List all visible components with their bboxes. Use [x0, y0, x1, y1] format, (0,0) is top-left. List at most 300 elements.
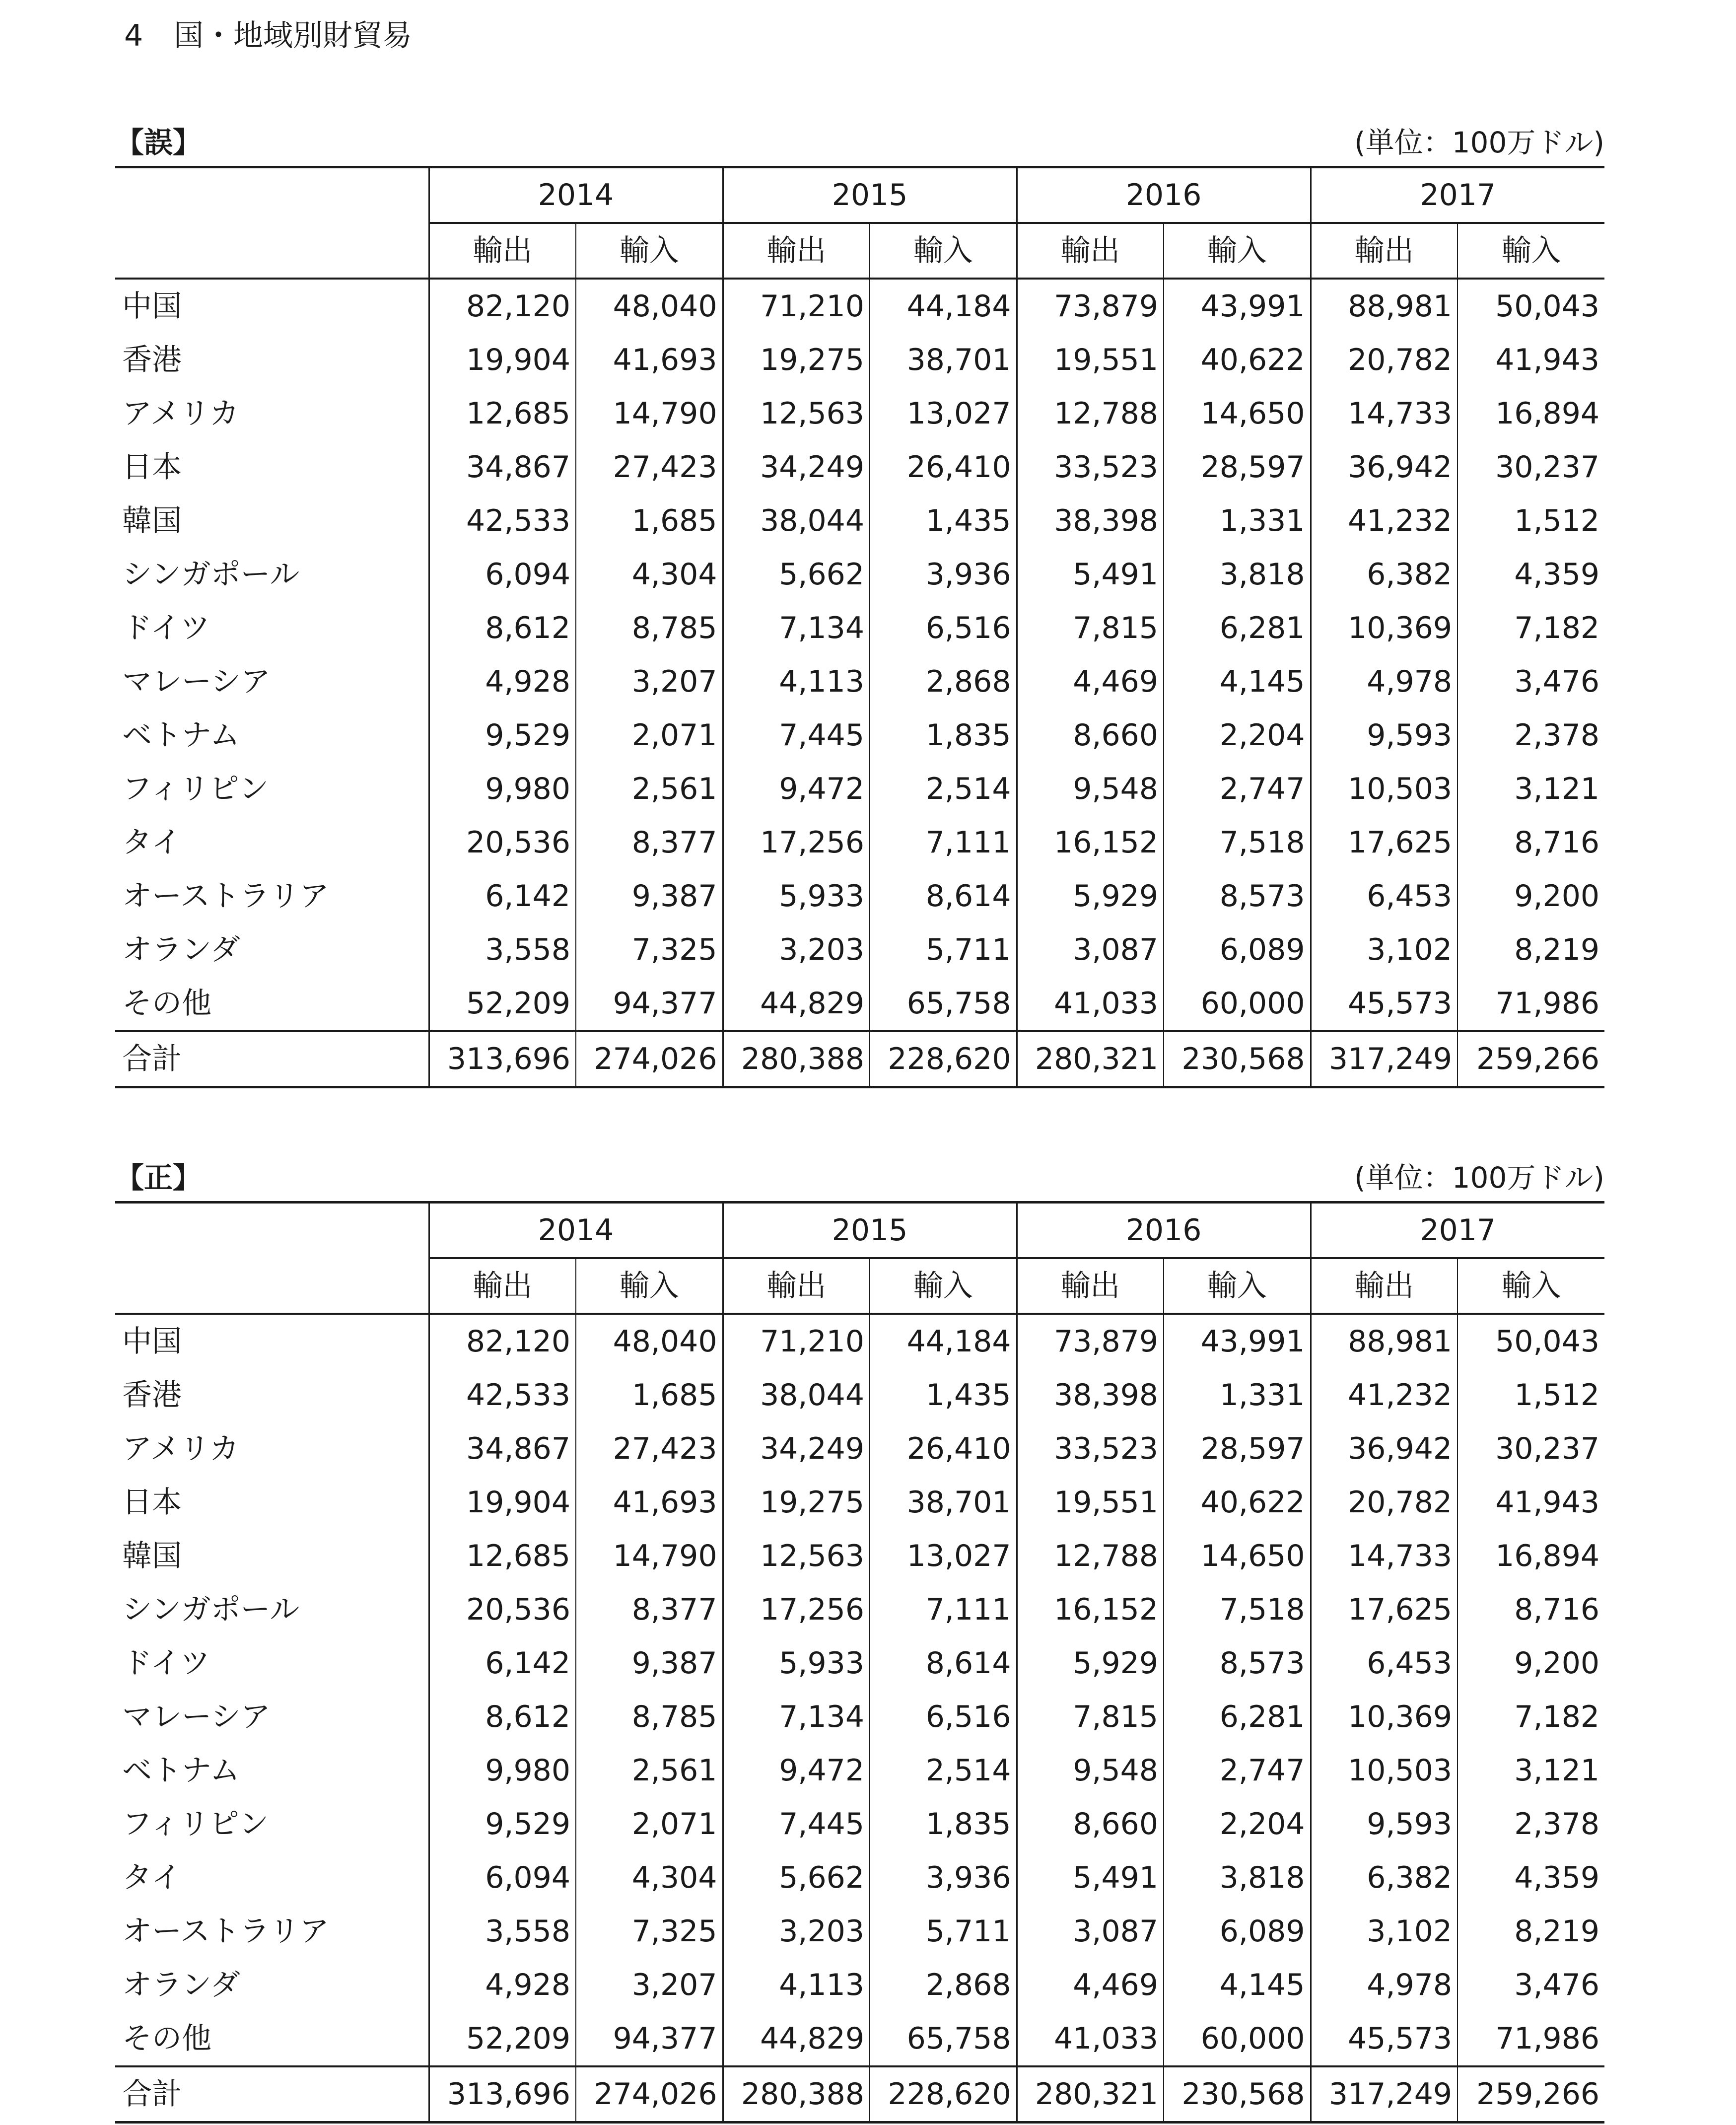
import-value: 7,182: [1458, 601, 1604, 655]
export-value: 17,256: [723, 1583, 870, 1636]
import-header: 輸入: [1164, 223, 1311, 279]
import-value: 7,111: [870, 816, 1017, 869]
export-value: 317,249: [1311, 1031, 1458, 1087]
export-value: 17,256: [723, 816, 870, 869]
export-value: 9,980: [429, 1744, 576, 1797]
country-name: アメリカ: [122, 396, 239, 431]
export-value: 4,978: [1311, 1958, 1458, 2012]
import-value: 44,184: [870, 1314, 1017, 1368]
export-value: 317,249: [1311, 2066, 1458, 2123]
export-value: 12,685: [429, 1529, 576, 1583]
import-value: 48,040: [576, 279, 723, 333]
export-value: 3,102: [1311, 923, 1458, 977]
import-value: 1,512: [1458, 1368, 1604, 1422]
export-value: 6,094: [429, 548, 576, 601]
export-value: 8,612: [429, 601, 576, 655]
import-value: 28,597: [1164, 440, 1311, 494]
import-value: 7,325: [576, 1905, 723, 1958]
import-value: 3,207: [576, 655, 723, 708]
export-value: 6,382: [1311, 1851, 1458, 1905]
export-value: 34,249: [723, 440, 870, 494]
import-value: 8,716: [1458, 1583, 1604, 1636]
import-value: 2,378: [1458, 708, 1604, 762]
export-value: 52,209: [429, 2012, 576, 2066]
import-value: 2,868: [870, 655, 1017, 708]
table-row: [115, 1797, 1604, 1851]
export-value: 280,321: [1017, 2066, 1164, 2123]
import-value: 2,747: [1164, 1744, 1311, 1797]
export-value: 33,523: [1017, 1422, 1164, 1476]
import-value: 8,785: [576, 601, 723, 655]
export-value: 19,275: [723, 333, 870, 387]
export-value: 280,388: [723, 2066, 870, 2123]
export-value: 9,593: [1311, 1797, 1458, 1851]
year-header: 2014: [429, 1203, 723, 1259]
import-value: 8,573: [1164, 869, 1311, 923]
export-value: 4,113: [723, 1958, 870, 2012]
export-value: 3,087: [1017, 923, 1164, 977]
export-value: 4,469: [1017, 655, 1164, 708]
import-value: 9,200: [1458, 869, 1604, 923]
table-row: [115, 1958, 1604, 2012]
export-value: 4,469: [1017, 1958, 1164, 2012]
export-value: 73,879: [1017, 1314, 1164, 1368]
import-value: 2,204: [1164, 708, 1311, 762]
country-name: オランダ: [122, 932, 240, 967]
export-value: 6,382: [1311, 548, 1458, 601]
country-name: オーストラリア: [122, 1914, 329, 1949]
header-corner: [115, 1203, 429, 1259]
export-header: 輸出: [1017, 223, 1164, 279]
import-value: 8,785: [576, 1690, 723, 1744]
country-name: フィリピン: [122, 1807, 269, 1842]
export-value: 4,928: [429, 1958, 576, 2012]
import-value: 41,693: [576, 1476, 723, 1529]
import-value: 44,184: [870, 279, 1017, 333]
export-value: 38,398: [1017, 1368, 1164, 1422]
export-value: 3,102: [1311, 1905, 1458, 1958]
import-value: 2,514: [870, 762, 1017, 816]
table-row: [115, 1368, 1604, 1422]
country-name: 合計: [115, 2066, 429, 2123]
import-value: 3,818: [1164, 548, 1311, 601]
export-value: 71,210: [723, 1314, 870, 1368]
table-row: [115, 387, 1604, 440]
import-value: 27,423: [576, 440, 723, 494]
import-value: 6,516: [870, 1690, 1017, 1744]
table-row: [115, 816, 1604, 869]
export-value: 36,942: [1311, 1422, 1458, 1476]
import-value: 7,518: [1164, 816, 1311, 869]
export-value: 14,733: [1311, 1529, 1458, 1583]
country-name: 中国: [122, 1324, 182, 1359]
export-value: 16,152: [1017, 816, 1164, 869]
country-name: ベトナム: [122, 718, 240, 753]
correct-table: [115, 1201, 1604, 2124]
year-header: 2017: [1311, 1203, 1604, 1259]
table-row: [115, 1476, 1604, 1529]
import-value: 43,991: [1164, 1314, 1311, 1368]
export-value: 9,529: [429, 708, 576, 762]
header-corner: [115, 1258, 429, 1314]
import-header: 輸入: [870, 223, 1017, 279]
export-value: 17,625: [1311, 1583, 1458, 1636]
import-value: 1,435: [870, 1368, 1017, 1422]
export-value: 44,829: [723, 2012, 870, 2066]
page-number: 4: [124, 18, 143, 53]
import-value: 6,281: [1164, 1690, 1311, 1744]
export-value: 82,120: [429, 279, 576, 333]
import-value: 60,000: [1164, 977, 1311, 1031]
import-value: 259,266: [1458, 2066, 1604, 2123]
export-value: 19,904: [429, 333, 576, 387]
export-value: 12,788: [1017, 387, 1164, 440]
import-value: 2,747: [1164, 762, 1311, 816]
export-value: 313,696: [429, 2066, 576, 2123]
table-row: [115, 762, 1604, 816]
export-value: 7,445: [723, 1797, 870, 1851]
import-value: 8,614: [870, 1636, 1017, 1690]
import-value: 14,650: [1164, 387, 1311, 440]
export-value: 9,593: [1311, 708, 1458, 762]
country-name: 香港: [122, 1378, 182, 1413]
import-value: 1,331: [1164, 494, 1311, 548]
import-value: 8,219: [1458, 1905, 1604, 1958]
import-value: 2,561: [576, 762, 723, 816]
page-heading: [124, 11, 412, 61]
import-value: 2,071: [576, 1797, 723, 1851]
import-value: 3,476: [1458, 1958, 1604, 2012]
import-value: 3,121: [1458, 1744, 1604, 1797]
export-value: 38,398: [1017, 494, 1164, 548]
import-value: 50,043: [1458, 1314, 1604, 1368]
import-value: 5,711: [870, 1905, 1017, 1958]
country-name: 日本: [122, 1485, 182, 1520]
import-value: 3,476: [1458, 655, 1604, 708]
import-value: 41,943: [1458, 333, 1604, 387]
export-value: 20,536: [429, 1583, 576, 1636]
correct-section: [115, 1154, 1604, 2124]
export-value: 9,472: [723, 762, 870, 816]
table-row: [115, 548, 1604, 601]
import-value: 16,894: [1458, 387, 1604, 440]
export-value: 34,867: [429, 1422, 576, 1476]
export-value: 4,928: [429, 655, 576, 708]
import-value: 4,145: [1164, 655, 1311, 708]
import-value: 14,650: [1164, 1529, 1311, 1583]
import-value: 228,620: [870, 1031, 1017, 1087]
total-row: [115, 2066, 1604, 2123]
export-value: 3,203: [723, 923, 870, 977]
import-value: 41,943: [1458, 1476, 1604, 1529]
export-value: 6,142: [429, 869, 576, 923]
import-value: 4,304: [576, 1851, 723, 1905]
erroneous-caption-row: [115, 119, 1604, 166]
table-row: [115, 1851, 1604, 1905]
import-value: 1,685: [576, 1368, 723, 1422]
import-value: 230,568: [1164, 2066, 1311, 2123]
import-value: 3,818: [1164, 1851, 1311, 1905]
export-value: 8,660: [1017, 708, 1164, 762]
import-value: 16,894: [1458, 1529, 1604, 1583]
erroneous-section: [115, 119, 1604, 1088]
import-header: 輸入: [1164, 1258, 1311, 1314]
import-value: 230,568: [1164, 1031, 1311, 1087]
export-header: 輸出: [723, 223, 870, 279]
export-value: 12,563: [723, 1529, 870, 1583]
country-name: その他: [122, 2021, 211, 2056]
export-value: 5,929: [1017, 869, 1164, 923]
table-row: [115, 1529, 1604, 1583]
export-value: 19,551: [1017, 333, 1164, 387]
import-value: 9,387: [576, 1636, 723, 1690]
table-row: [115, 440, 1604, 494]
import-value: 27,423: [576, 1422, 723, 1476]
export-value: 16,152: [1017, 1583, 1164, 1636]
import-value: 2,378: [1458, 1797, 1604, 1851]
export-value: 44,829: [723, 977, 870, 1031]
export-value: 5,662: [723, 1851, 870, 1905]
import-value: 8,377: [576, 816, 723, 869]
country-name: 韓国: [122, 1539, 182, 1573]
import-value: 7,111: [870, 1583, 1017, 1636]
import-value: 8,716: [1458, 816, 1604, 869]
export-value: 5,933: [723, 1636, 870, 1690]
header-corner: [115, 167, 429, 223]
import-value: 30,237: [1458, 440, 1604, 494]
import-value: 5,711: [870, 923, 1017, 977]
sub-header-row: [115, 1258, 1604, 1314]
import-value: 1,435: [870, 494, 1017, 548]
export-value: 10,503: [1311, 1744, 1458, 1797]
export-value: 3,558: [429, 923, 576, 977]
country-name: シンガポール: [122, 1592, 300, 1627]
export-value: 71,210: [723, 279, 870, 333]
export-value: 45,573: [1311, 2012, 1458, 2066]
import-value: 8,573: [1164, 1636, 1311, 1690]
export-value: 12,788: [1017, 1529, 1164, 1583]
import-value: 9,200: [1458, 1636, 1604, 1690]
export-header: 輸出: [723, 1258, 870, 1314]
year-header-row: [115, 167, 1604, 223]
export-value: 8,612: [429, 1690, 576, 1744]
import-value: 2,561: [576, 1744, 723, 1797]
import-value: 2,204: [1164, 1797, 1311, 1851]
export-value: 9,980: [429, 762, 576, 816]
import-value: 28,597: [1164, 1422, 1311, 1476]
year-header: 2016: [1017, 1203, 1311, 1259]
import-value: 274,026: [576, 2066, 723, 2123]
export-value: 4,978: [1311, 655, 1458, 708]
import-value: 40,622: [1164, 1476, 1311, 1529]
import-value: 1,685: [576, 494, 723, 548]
correct-label: 【正】: [115, 1161, 202, 1195]
export-value: 7,134: [723, 601, 870, 655]
import-value: 38,701: [870, 1476, 1017, 1529]
import-value: 4,304: [576, 548, 723, 601]
table-row: [115, 655, 1604, 708]
import-value: 94,377: [576, 977, 723, 1031]
table-row: [115, 977, 1604, 1031]
import-value: 60,000: [1164, 2012, 1311, 2066]
export-value: 7,445: [723, 708, 870, 762]
export-value: 73,879: [1017, 279, 1164, 333]
table-row: [115, 1422, 1604, 1476]
table-row: [115, 2012, 1604, 2066]
export-value: 41,232: [1311, 494, 1458, 548]
export-value: 7,134: [723, 1690, 870, 1744]
year-header: 2015: [723, 1203, 1017, 1259]
table-row: [115, 1636, 1604, 1690]
import-value: 6,281: [1164, 601, 1311, 655]
export-value: 3,558: [429, 1905, 576, 1958]
export-value: 10,369: [1311, 1690, 1458, 1744]
export-value: 52,209: [429, 977, 576, 1031]
import-value: 3,936: [870, 1851, 1017, 1905]
import-value: 7,182: [1458, 1690, 1604, 1744]
export-value: 10,503: [1311, 762, 1458, 816]
table-row: [115, 333, 1604, 387]
country-name: アメリカ: [122, 1431, 239, 1466]
unit-label: (単位：100万ドル): [1354, 126, 1604, 159]
import-value: 43,991: [1164, 279, 1311, 333]
export-value: 10,369: [1311, 601, 1458, 655]
table-row: [115, 494, 1604, 548]
import-value: 71,986: [1458, 2012, 1604, 2066]
import-value: 2,868: [870, 1958, 1017, 2012]
country-name: 日本: [122, 450, 182, 485]
export-value: 33,523: [1017, 440, 1164, 494]
country-name: オランダ: [122, 1968, 240, 2002]
country-name: 中国: [122, 289, 182, 324]
table-row: [115, 1690, 1604, 1744]
page-title: 国・地域別財貿易: [174, 18, 412, 53]
export-value: 9,548: [1017, 1744, 1164, 1797]
export-value: 19,275: [723, 1476, 870, 1529]
export-value: 5,662: [723, 548, 870, 601]
country-name: ドイツ: [122, 1646, 210, 1681]
import-value: 8,377: [576, 1583, 723, 1636]
table-row: [115, 279, 1604, 333]
import-value: 94,377: [576, 2012, 723, 2066]
country-name: ドイツ: [122, 611, 210, 645]
export-value: 41,033: [1017, 977, 1164, 1031]
export-value: 7,815: [1017, 1690, 1164, 1744]
export-value: 38,044: [723, 1368, 870, 1422]
export-value: 42,533: [429, 1368, 576, 1422]
import-value: 4,359: [1458, 548, 1604, 601]
export-value: 6,453: [1311, 869, 1458, 923]
import-value: 14,790: [576, 387, 723, 440]
export-header: 輸出: [429, 1258, 576, 1314]
export-value: 6,453: [1311, 1636, 1458, 1690]
import-value: 41,693: [576, 333, 723, 387]
import-value: 7,325: [576, 923, 723, 977]
erroneous-label: 【誤】: [115, 126, 202, 159]
import-value: 14,790: [576, 1529, 723, 1583]
export-value: 36,942: [1311, 440, 1458, 494]
import-value: 9,387: [576, 869, 723, 923]
export-value: 9,472: [723, 1744, 870, 1797]
export-value: 8,660: [1017, 1797, 1164, 1851]
export-value: 7,815: [1017, 601, 1164, 655]
import-value: 7,518: [1164, 1583, 1311, 1636]
export-value: 14,733: [1311, 387, 1458, 440]
country-name: オーストラリア: [122, 879, 329, 914]
import-value: 71,986: [1458, 977, 1604, 1031]
sub-header-row: [115, 223, 1604, 279]
export-value: 5,491: [1017, 548, 1164, 601]
import-value: 259,266: [1458, 1031, 1604, 1087]
country-name: タイ: [122, 1860, 181, 1895]
erroneous-table: [115, 166, 1604, 1088]
country-name: シンガポール: [122, 557, 300, 592]
import-value: 274,026: [576, 1031, 723, 1087]
export-value: 82,120: [429, 1314, 576, 1368]
import-value: 30,237: [1458, 1422, 1604, 1476]
header-corner: [115, 223, 429, 279]
country-name: タイ: [122, 825, 181, 860]
export-value: 88,981: [1311, 279, 1458, 333]
export-value: 9,548: [1017, 762, 1164, 816]
export-header: 輸出: [429, 223, 576, 279]
year-header: 2017: [1311, 167, 1604, 223]
import-header: 輸入: [576, 1258, 723, 1314]
import-value: 3,121: [1458, 762, 1604, 816]
country-name: 香港: [122, 343, 182, 377]
export-value: 3,087: [1017, 1905, 1164, 1958]
import-value: 8,614: [870, 869, 1017, 923]
export-value: 19,904: [429, 1476, 576, 1529]
import-value: 2,514: [870, 1744, 1017, 1797]
import-value: 26,410: [870, 440, 1017, 494]
import-value: 6,516: [870, 601, 1017, 655]
import-value: 65,758: [870, 2012, 1017, 2066]
import-value: 228,620: [870, 2066, 1017, 2123]
export-value: 4,113: [723, 655, 870, 708]
export-header: 輸出: [1017, 1258, 1164, 1314]
country-name: 合計: [115, 1031, 429, 1087]
import-value: 1,835: [870, 708, 1017, 762]
import-value: 2,071: [576, 708, 723, 762]
import-header: 輸入: [1458, 223, 1604, 279]
export-value: 6,094: [429, 1851, 576, 1905]
export-value: 19,551: [1017, 1476, 1164, 1529]
export-value: 34,867: [429, 440, 576, 494]
export-value: 12,563: [723, 387, 870, 440]
export-value: 6,142: [429, 1636, 576, 1690]
table-row: [115, 1905, 1604, 1958]
import-header: 輸入: [1458, 1258, 1604, 1314]
import-value: 3,936: [870, 548, 1017, 601]
table-row: [115, 1314, 1604, 1368]
country-name: マレーシア: [122, 664, 271, 699]
table-row: [115, 1744, 1604, 1797]
country-name: ベトナム: [122, 1753, 240, 1788]
year-header: 2014: [429, 167, 723, 223]
country-name: フィリピン: [122, 772, 269, 806]
import-header: 輸入: [576, 223, 723, 279]
export-value: 88,981: [1311, 1314, 1458, 1368]
import-value: 1,835: [870, 1797, 1017, 1851]
export-value: 41,232: [1311, 1368, 1458, 1422]
export-header: 輸出: [1311, 223, 1458, 279]
export-value: 9,529: [429, 1797, 576, 1851]
import-header: 輸入: [870, 1258, 1017, 1314]
import-value: 6,089: [1164, 1905, 1311, 1958]
year-header: 2016: [1017, 167, 1311, 223]
import-value: 38,701: [870, 333, 1017, 387]
